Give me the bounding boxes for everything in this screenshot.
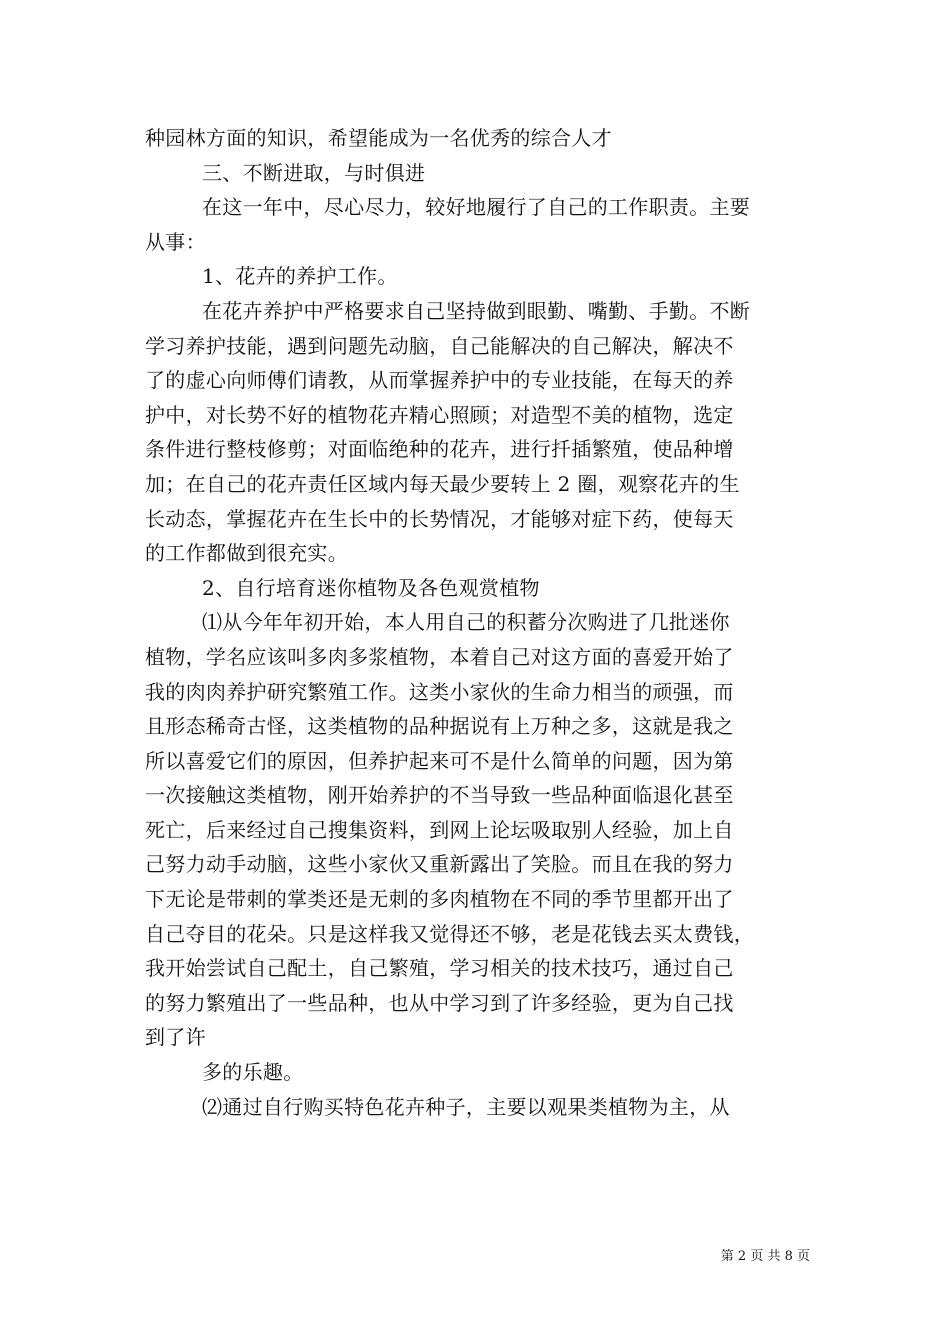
text-line: 从事： [145, 229, 206, 254]
text-line: 我开始尝试自己配土，自己繁殖，学习相关的技术技巧，通过自己 [145, 956, 734, 981]
text-line: 在花卉养护中严格要求自己坚持做到眼勤、嘴勤、手勤。不断 [202, 298, 751, 323]
text-line: 学习养护技能，遇到问题先动脑，自己能解决的自己解决，解决不 [145, 333, 734, 358]
text-line: ⑴从今年年初开始，本人用自己的积蓄分次购进了几批迷你 [202, 610, 730, 635]
text-line: 己努力动手动脑，这些小家伙又重新露出了笑脸。而且在我的努力 [145, 852, 734, 877]
text-line: 的工作都做到很充实。 [145, 541, 348, 566]
text-line: 在这一年中，尽心尽力，较好地履行了自己的工作职责。主要 [202, 195, 751, 220]
text-line: 一次接触这类植物，刚开始养护的不当导致一些品种面临退化甚至 [145, 783, 734, 808]
subsection-heading: 1、花卉的养护工作。 [202, 264, 398, 289]
text-line: 植物，学名应该叫多肉多浆植物，本着自己对这方面的喜爱开始了 [145, 644, 734, 669]
text-line: ⑵通过自行购买特色花卉种子，主要以观果类植物为主，从 [202, 1094, 730, 1119]
text-line: 下无论是带刺的掌类还是无刺的多肉植物在不同的季节里都开出了 [145, 887, 734, 912]
text-line: 死亡，后来经过自己搜集资料，到网上论坛吸取别人经验，加上自 [145, 817, 734, 842]
text-line: 到了许 [145, 1025, 206, 1050]
text-line: 所以喜爱它们的原因，但养护起来可不是什么简单的问题，因为第 [145, 748, 734, 773]
subsection-heading: 2、自行培育迷你植物及各色观赏植物 [202, 575, 540, 600]
text-line: 种园林方面的知识，希望能成为一名优秀的综合人才 [145, 126, 612, 150]
text-line: 我的肉肉养护研究繁殖工作。这类小家伙的生命力相当的顽强，而 [145, 679, 734, 704]
text-line: 了的虚心向师傅们请教，从而掌握养护中的专业技能，在每天的养 [145, 368, 734, 393]
body-text [145, 121, 810, 1124]
text-line: 多的乐趣。 [202, 1060, 304, 1085]
text-line: 条件进行整枝修剪；对面临绝种的花卉，进行扦插繁殖，使品种增 [145, 437, 734, 462]
text-line: 加；在自己的花卉责任区域内每天最少要转上 2 圈，观察花卉的生 [145, 471, 740, 496]
page-number: 第 2 页 共 8 页 [720, 1249, 810, 1264]
section-heading: 三、不断进取，与时俱进 [202, 160, 426, 185]
text-line: 且形态稀奇古怪，这类植物的品种据说有上万种之多，这就是我之 [145, 714, 734, 739]
text-line: 长动态，掌握花卉在生长中的长势情况，才能够对症下药，使每天 [145, 506, 734, 531]
text-line: 的努力繁殖出了一些品种，也从中学习到了许多经验，更为自己找 [145, 990, 734, 1015]
text-line: 护中，对长势不好的植物花卉精心照顾；对造型不美的植物，选定 [145, 402, 734, 427]
text-line: 自己夺目的花朵。只是这样我又觉得还不够，老是花钱去买太费钱， [145, 921, 754, 946]
